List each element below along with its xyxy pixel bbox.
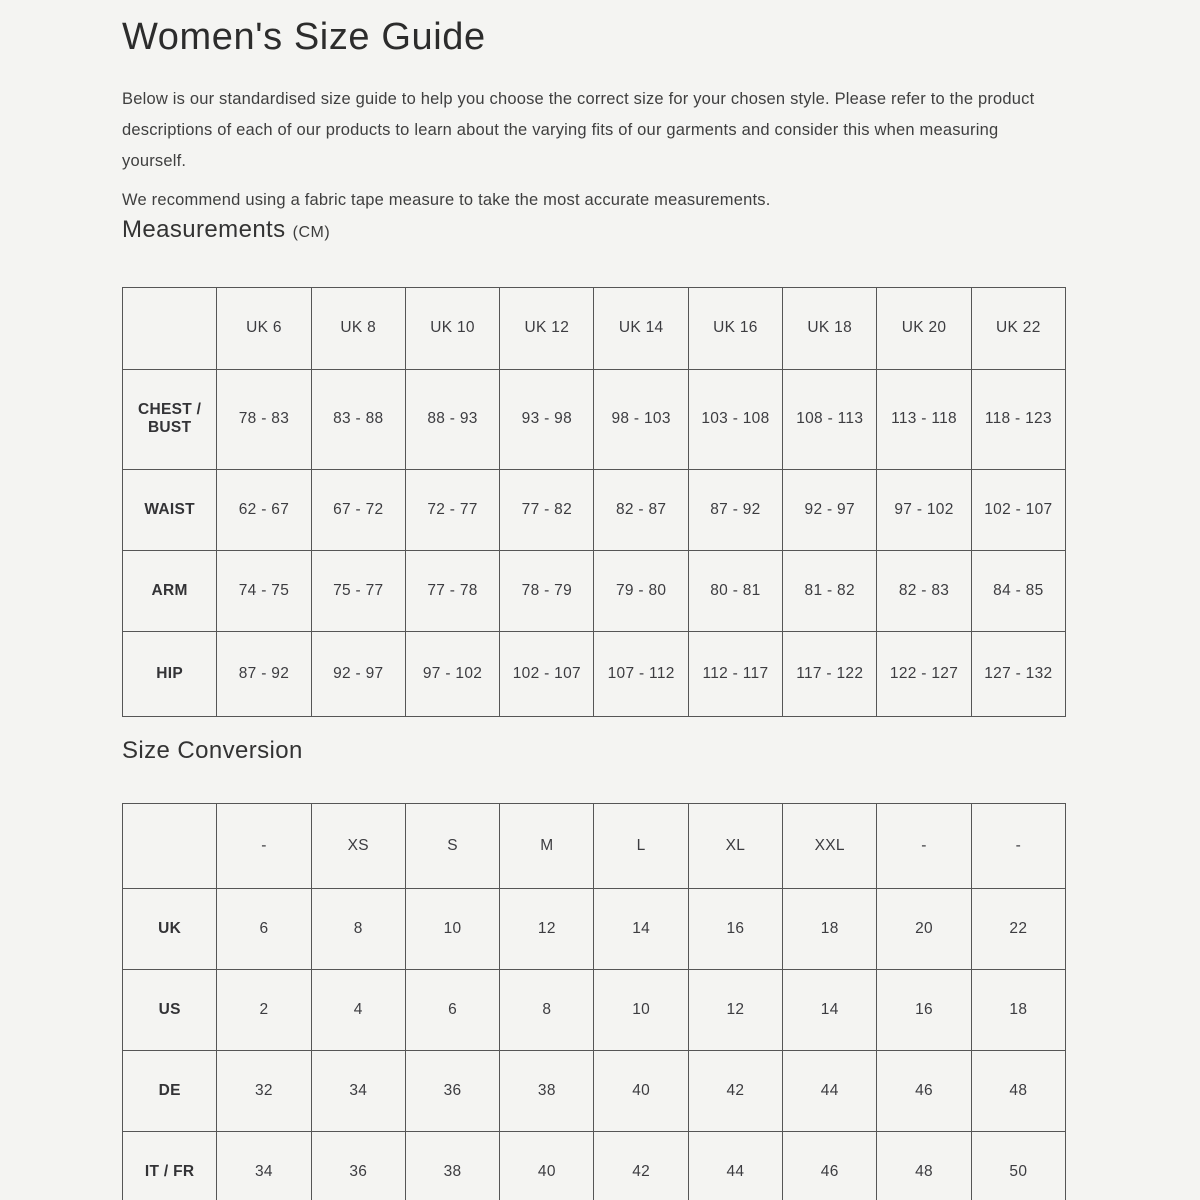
measurements-table (122, 287, 1066, 717)
table-row (123, 970, 1066, 1051)
size-cell: 118 - 123 (971, 369, 1065, 469)
measurements-heading (122, 216, 1066, 245)
size-cell: 44 (783, 1051, 877, 1132)
conversion-table (122, 803, 1066, 1200)
size-cell: 6 (405, 970, 499, 1051)
size-column-header: UK 18 (783, 287, 877, 369)
table-row (123, 1051, 1066, 1132)
measurements-unit-label: (CM) (292, 223, 331, 241)
size-cell: 42 (688, 1051, 782, 1132)
recommend-paragraph: We recommend using a fabric tape measure to take the most accurate measurements. (122, 190, 771, 209)
size-cell: 32 (217, 1051, 311, 1132)
row-label: ARM (123, 550, 217, 631)
corner-cell (123, 804, 217, 889)
size-cell: 78 - 79 (500, 550, 594, 631)
size-cell: 34 (311, 1051, 405, 1132)
size-cell: 8 (500, 970, 594, 1051)
table-row (123, 1132, 1066, 1200)
size-column-header: - (217, 804, 311, 889)
size-cell: 12 (500, 889, 594, 970)
size-column-header: L (594, 804, 688, 889)
size-column-header: UK 10 (405, 287, 499, 369)
size-cell: 127 - 132 (971, 631, 1065, 716)
size-cell: 38 (405, 1132, 499, 1200)
size-cell: 67 - 72 (311, 469, 405, 550)
corner-cell (123, 287, 217, 369)
conversion-heading: Size Conversion (122, 736, 303, 764)
size-cell: 16 (688, 889, 782, 970)
row-label: CHEST / BUST (123, 369, 217, 469)
size-cell: 44 (688, 1132, 782, 1200)
size-cell: 6 (217, 889, 311, 970)
size-cell: 40 (500, 1132, 594, 1200)
size-cell: 8 (311, 889, 405, 970)
size-cell: 46 (877, 1051, 971, 1132)
size-column-header: UK 16 (688, 287, 782, 369)
size-cell: 62 - 67 (217, 469, 311, 550)
size-cell: 82 - 83 (877, 550, 971, 631)
size-cell: 84 - 85 (971, 550, 1065, 631)
size-column-header: UK 6 (217, 287, 311, 369)
size-cell: 36 (311, 1132, 405, 1200)
size-cell: 81 - 82 (783, 550, 877, 631)
size-column-header: XS (311, 804, 405, 889)
row-label: IT / FR (123, 1132, 217, 1200)
table-row (123, 550, 1066, 631)
size-cell: 108 - 113 (783, 369, 877, 469)
size-cell: 113 - 118 (877, 369, 971, 469)
size-column-header: XL (688, 804, 782, 889)
table-row (123, 369, 1066, 469)
size-cell: 97 - 102 (405, 631, 499, 716)
size-cell: 46 (783, 1132, 877, 1200)
size-cell: 48 (971, 1051, 1065, 1132)
size-cell: 34 (217, 1132, 311, 1200)
size-cell: 2 (217, 970, 311, 1051)
page-title: Women's Size Guide (122, 16, 486, 58)
size-column-header: - (971, 804, 1065, 889)
size-cell: 77 - 82 (500, 469, 594, 550)
size-cell: 79 - 80 (594, 550, 688, 631)
size-cell: 36 (405, 1051, 499, 1132)
header-row (123, 287, 1066, 369)
size-cell: 12 (688, 970, 782, 1051)
size-cell: 48 (877, 1132, 971, 1200)
size-column-header: UK 22 (971, 287, 1065, 369)
size-column-header: S (405, 804, 499, 889)
size-cell: 97 - 102 (877, 469, 971, 550)
size-cell: 40 (594, 1051, 688, 1132)
size-cell: 87 - 92 (217, 631, 311, 716)
size-cell: 74 - 75 (217, 550, 311, 631)
row-label: WAIST (123, 469, 217, 550)
size-column-header: UK 20 (877, 287, 971, 369)
size-column-header: M (500, 804, 594, 889)
size-cell: 117 - 122 (783, 631, 877, 716)
row-label: HIP (123, 631, 217, 716)
size-column-header: - (877, 804, 971, 889)
size-cell: 38 (500, 1051, 594, 1132)
size-cell: 83 - 88 (311, 369, 405, 469)
size-cell: 77 - 78 (405, 550, 499, 631)
size-cell: 22 (971, 889, 1065, 970)
row-label: UK (123, 889, 217, 970)
row-label: US (123, 970, 217, 1051)
size-cell: 102 - 107 (500, 631, 594, 716)
size-cell: 92 - 97 (311, 631, 405, 716)
size-cell: 20 (877, 889, 971, 970)
size-column-header: UK 12 (500, 287, 594, 369)
intro-paragraph: Below is our standardised size guide to help you choose the correct size for your chosen style. Please refer to the product descriptions of each of our products to learn about the varying fits of our garments and consider this when measuring yourself. (122, 89, 1035, 170)
size-cell: 92 - 97 (783, 469, 877, 550)
size-cell: 14 (783, 970, 877, 1051)
size-cell: 107 - 112 (594, 631, 688, 716)
table-row (123, 631, 1066, 716)
size-cell: 18 (971, 970, 1065, 1051)
table-row (123, 469, 1066, 550)
size-cell: 72 - 77 (405, 469, 499, 550)
size-cell: 75 - 77 (311, 550, 405, 631)
measurements-heading-label: Measurements (122, 215, 286, 243)
size-cell: 82 - 87 (594, 469, 688, 550)
size-cell: 88 - 93 (405, 369, 499, 469)
table-row (123, 889, 1066, 970)
size-cell: 4 (311, 970, 405, 1051)
size-column-header: UK 14 (594, 287, 688, 369)
size-cell: 50 (971, 1132, 1065, 1200)
size-cell: 78 - 83 (217, 369, 311, 469)
size-cell: 16 (877, 970, 971, 1051)
header-row (123, 804, 1066, 889)
size-cell: 14 (594, 889, 688, 970)
size-column-header: UK 8 (311, 287, 405, 369)
size-cell: 112 - 117 (688, 631, 782, 716)
size-cell: 10 (405, 889, 499, 970)
size-cell: 102 - 107 (971, 469, 1065, 550)
size-cell: 98 - 103 (594, 369, 688, 469)
size-cell: 87 - 92 (688, 469, 782, 550)
size-cell: 103 - 108 (688, 369, 782, 469)
size-cell: 10 (594, 970, 688, 1051)
size-cell: 42 (594, 1132, 688, 1200)
size-cell: 80 - 81 (688, 550, 782, 631)
size-cell: 93 - 98 (500, 369, 594, 469)
row-label: DE (123, 1051, 217, 1132)
size-cell: 18 (783, 889, 877, 970)
size-column-header: XXL (783, 804, 877, 889)
size-cell: 122 - 127 (877, 631, 971, 716)
